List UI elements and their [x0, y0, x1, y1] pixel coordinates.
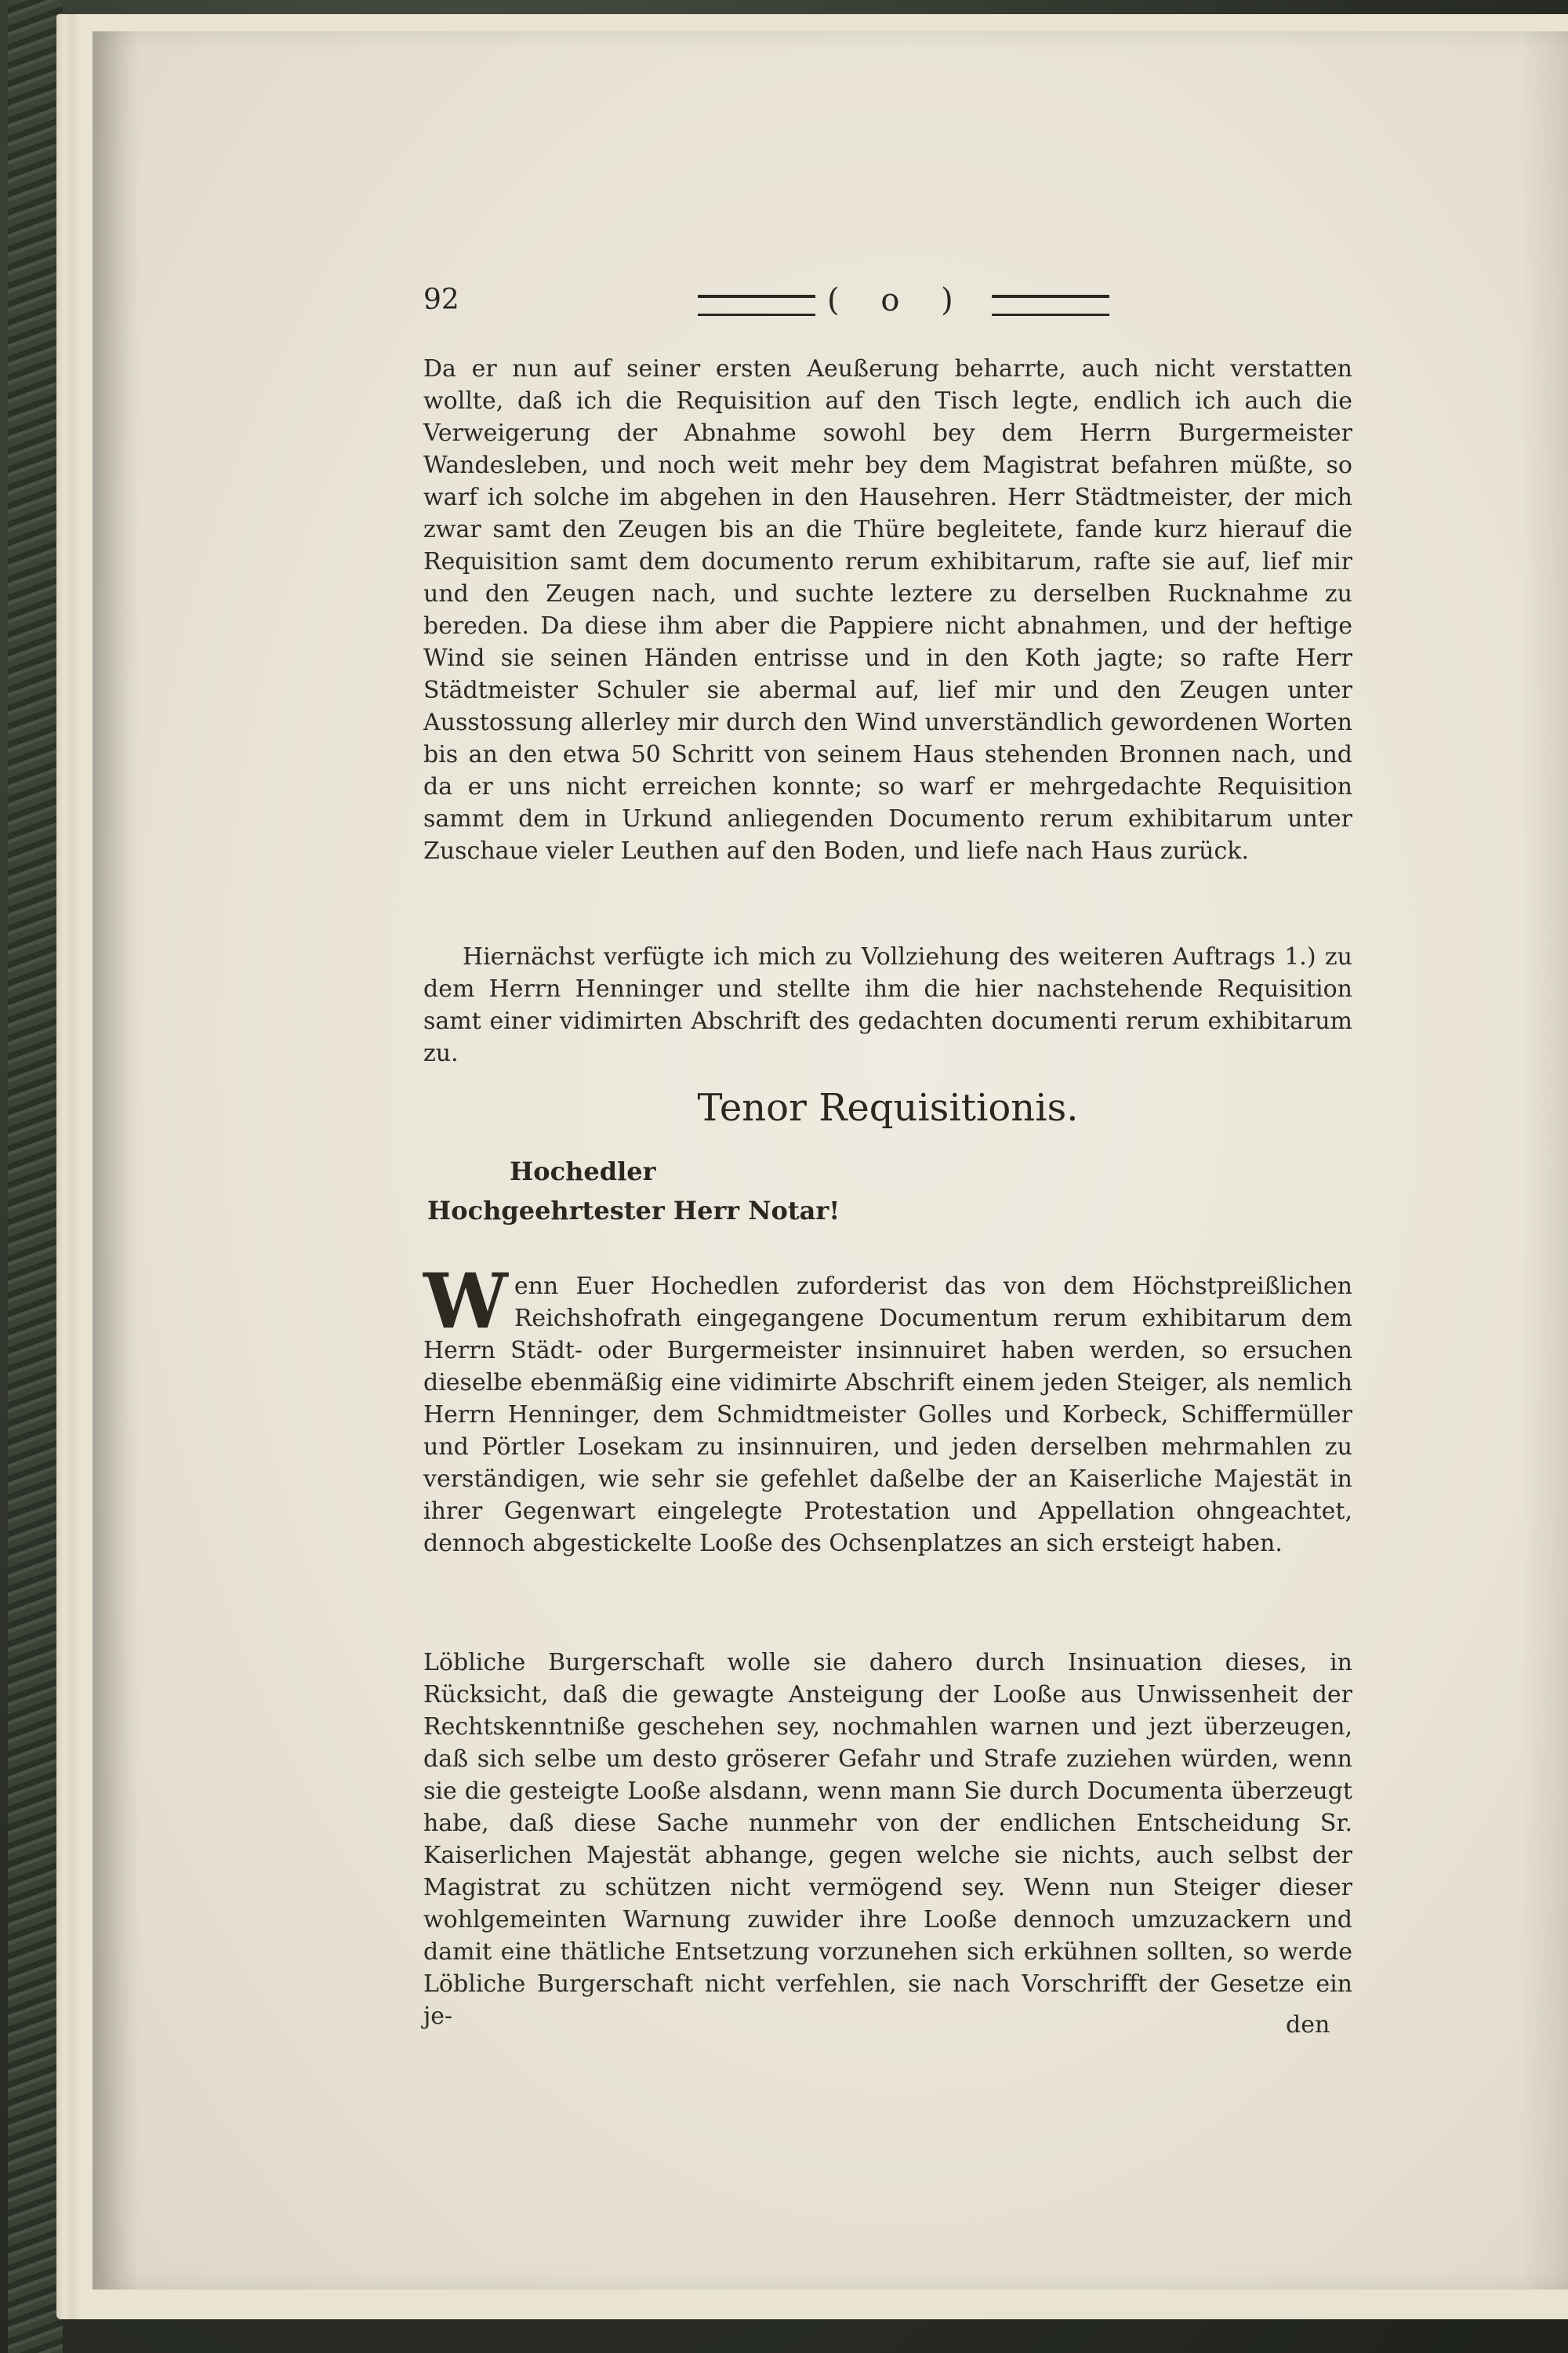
paragraph-1-text: Da er nun auf seiner ersten Aeußerung beharrte, auch nicht verstatten wollte, daß ich die Requisition auf den Tisch legte, endlich ich auch die Verweigerung der Abnahme sowohl bey dem Herrn Burgermeister Wandesleben, und noch weit mehr bey dem Magistrat befahren müßte, so warf ich solche im abgehen in den Hausehren. Herr Städtmeister, der mich zwar samt den Zeugen bis an die Thüre begleitete, fande kurz hierauf die Requisition samt dem documento rerum exhibitarum, rafte sie auf, lief mir und den Zeugen nach, und suchte leztere zu derselben Rucknahme zu bereden. Da diese ihm aber die Pappiere nicht abnahmen, und der heftige Wind sie seinen Händen entrisse und in den Koth jagte; so rafte Herr Städtmeister Schuler sie abermal auf, lief mir und den Zeugen unter Ausstossung allerley mir durch den Wind unverständlich gewordenen Worten bis an den etwa 50 Schritt von seinem Haus stehenden Bronnen nach, und da er uns nicht erreichen konnte; so warf er mehrgedachte Requisition sammt dem in Urkund anliegenden Documento rerum exhibitarum unter Zuschaue vieler Leuthen auf den Boden, und liefe nach Haus zurück. — [423, 355, 1352, 865]
page-number: 92 — [423, 284, 459, 316]
paragraph-4 — [423, 1647, 1352, 2032]
salutation-line-1: Hochedler — [510, 1157, 656, 1186]
paragraph-1 — [423, 353, 1352, 867]
paragraph-4-text: Löbliche Burgerschaft wolle sie dahero durch Insinuation dieses, in Rücksicht, daß die gewagte Ansteigung der Looße aus Unwissenheit der Rechtskenntniße geschehen sey, nochmahlen warnen und jezt überzeugen, daß sich selbe um desto gröserer Gefahr und Strafe zuziehen würden, wenn sie die gesteigte Looße alsdann, wenn mann Sie durch Documenta überzeugt habe, daß diese Sache nunmehr von der endlichen Entscheidung Sr. Kaiserlichen Majestät abhange, gegen welche sie nichts, auch selbst der Magistrat zu schützen nicht vermögend sey. Wenn nun Steiger dieser wohlgemeinten Warnung zuwider ihre Looße dennoch umzuzackern und damit eine thätliche Entsetzung vorzunehen sich erkühnen sollten, so werde Löbliche Burgerschaft nicht verfehlen, sie nach Vorschrifft der Gesetze ein je- — [423, 1649, 1352, 2030]
fore-edge-shadow — [1521, 31, 1568, 2289]
drop-cap-initial: W — [423, 1257, 508, 1345]
section-heading: Tenor Requisitionis. — [697, 1086, 1079, 1130]
paragraph-3-text: enn Euer Hochedlen zuforderist das von dem Höchstpreißlichen Reichshofrath eingegangene Documentum rerum exhibitarum dem Herrn Städt- oder Burgermeister insinnuiret haben werden, so ersuchen dieselbe ebenmäßig eine vidimirte Abschrift einem jeden Steiger, als nemlich Herrn Henninger, dem Schmidtmeister Golles und Korbeck, Schiffermüller und Pörtler Losekam zu insinnuiren, und jeden derselben mehrmahlen zu verständigen, wie sehr sie gefehlet daßelbe der an Kaiserliche Majestät in ihrer Gegenwart eingelegte Protestation und Appellation ohngeachtet, dennoch abgestickelte Looße des Ochsenplatzes an sich ersteigt haben. — [423, 1273, 1352, 1557]
marbled-cover-edge — [8, 0, 63, 2353]
salutation-line-2: Hochgeehrtester Herr Notar! — [427, 1196, 840, 1226]
page-header — [423, 282, 1129, 329]
paragraph-2 — [423, 941, 1352, 1069]
paragraph-2-text: Hiernächst verfügte ich mich zu Vollziehung des weiteren Auftrags 1.) zu dem Herrn Henninger und stellte ihm die hier nachstehende Requisition samt einer vidimirten Abschrift des gedachten documenti rerum exhibitarum zu. — [423, 943, 1352, 1067]
header-rule-left — [698, 295, 815, 316]
gutter-shadow — [93, 31, 140, 2289]
running-head: ( o ) — [827, 282, 969, 318]
header-rule-right — [992, 295, 1109, 316]
catchword: den — [1286, 2011, 1330, 2039]
paragraph-3 — [423, 1257, 1352, 1560]
